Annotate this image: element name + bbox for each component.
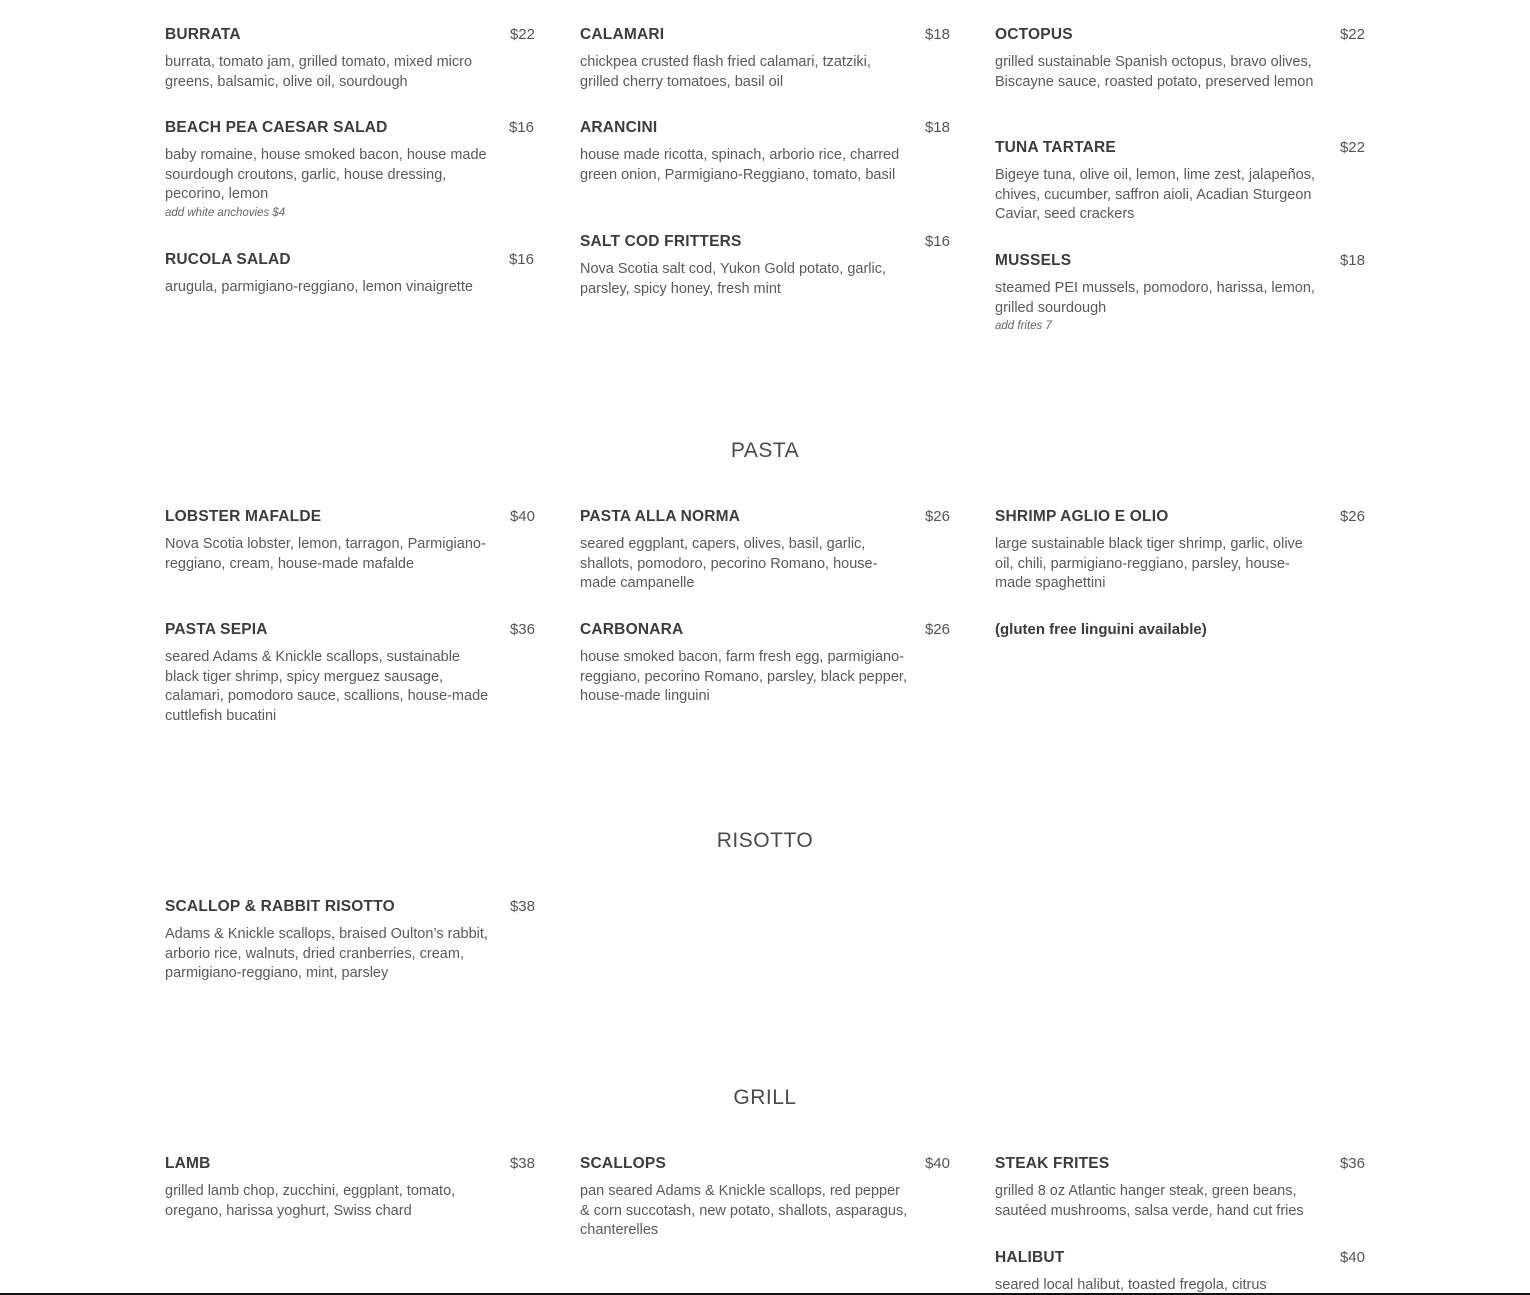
item-description: arugula, parmigiano-reggiano, lemon vinaigrette — [165, 279, 473, 295]
item-price: $40 — [1339, 1249, 1365, 1266]
menu-item — [580, 508, 950, 594]
item-name: SHRIMP AGLIO E OLIO — [995, 508, 1169, 525]
item-description: pan seared Adams & Knickle scallops, red pepper & corn succotash, new potato, shallots, asparagus, chanterelles — [580, 1183, 908, 1239]
item-description: large sustainable black tiger shrimp, garlic, olive oil, chili, parmigiano-reggiano, parsley, house-made spaghettini — [995, 536, 1303, 592]
item-name: CARBONARA — [580, 621, 684, 638]
item-price: $16 — [924, 233, 950, 250]
item-description: baby romaine, house smoked bacon, house made sourdough croutons, garlic, house dressing, pecorino, lemon — [165, 147, 487, 203]
item-price: $36 — [509, 621, 535, 638]
menu-item — [995, 508, 1365, 594]
item-name: SALT COD FRITTERS — [580, 233, 742, 250]
item-description: chickpea crusted flash fried calamari, tzatziki, grilled cherry tomatoes, basil oil — [580, 54, 871, 90]
item-name: ARANCINI — [580, 119, 658, 136]
item-description: Nova Scotia salt cod, Yukon Gold potato, garlic, parsley, spicy honey, fresh mint — [580, 261, 887, 297]
item-addon-note: add frites 7 — [995, 320, 1052, 333]
menu-item — [165, 251, 535, 298]
menu-item — [995, 252, 1365, 332]
menu-item — [580, 26, 950, 92]
item-price: $26 — [924, 621, 950, 638]
item-price: $22 — [1339, 26, 1365, 43]
item-price: $16 — [508, 119, 534, 136]
menu-item — [165, 1155, 535, 1221]
menu-item — [580, 1155, 950, 1241]
menu-item — [165, 898, 535, 984]
item-price: $38 — [509, 898, 535, 915]
item-price: $22 — [1339, 139, 1365, 156]
item-description: seared local halibut, toasted fregola, citrus — [995, 1277, 1267, 1293]
menu-item — [580, 119, 950, 185]
item-price: $18 — [924, 26, 950, 43]
item-description: Adams & Knickle scallops, braised Oulton’s rabbit, arborio rice, walnuts, dried cranberries, cream, parmigiano-reggiano, mint, parsley — [165, 926, 488, 982]
item-price: $40 — [924, 1155, 950, 1172]
item-name: BEACH PEA CAESAR SALAD — [165, 119, 388, 136]
item-price: $26 — [924, 508, 950, 525]
gluten-free-note: (gluten free linguini available) — [995, 621, 1207, 638]
item-name: PASTA ALLA NORMA — [580, 508, 741, 525]
item-name: BURRATA — [165, 26, 241, 43]
menu-item — [165, 119, 535, 219]
menu-item — [995, 1249, 1365, 1293]
item-name: OCTOPUS — [995, 26, 1073, 43]
menu-item — [995, 1155, 1365, 1221]
item-name: LAMB — [165, 1155, 211, 1172]
item-name: PASTA SEPIA — [165, 621, 268, 638]
menu-item — [995, 26, 1365, 92]
item-price: $40 — [509, 508, 535, 525]
item-name: RUCOLA SALAD — [165, 251, 291, 268]
menu-item — [165, 26, 535, 92]
menu-item — [995, 139, 1365, 225]
item-description: Bigeye tuna, olive oil, lemon, lime zest, jalapeños, chives, cucumber, saffron aioli, Acadian Sturgeon Caviar, seed crackers — [995, 167, 1315, 223]
item-name: SCALLOPS — [580, 1155, 666, 1172]
item-description: grilled sustainable Spanish octopus, bravo olives, Biscayne sauce, roasted potato, preserved lemon — [995, 54, 1314, 90]
item-addon-note: add white anchovies $4 — [165, 206, 286, 219]
menu-item — [580, 233, 950, 299]
item-description: seared eggplant, capers, olives, basil, garlic, shallots, pomodoro, pecorino Romano, house-made campanelle — [580, 536, 878, 592]
section-title: GRILL — [733, 1086, 797, 1109]
item-description: house made ricotta, spinach, arborio rice, charred green onion, Parmigiano-Reggiano, tomato, basil — [580, 147, 900, 183]
item-description: grilled lamb chop, zucchini, eggplant, tomato, oregano, harissa yoghurt, Swiss chard — [165, 1183, 456, 1219]
item-name: STEAK FRITES — [995, 1155, 1110, 1172]
item-description: seared Adams & Knickle scallops, sustainable black tiger shrimp, spicy merguez sausage, calamari, pomodoro sauce, scallions, house-made cuttlefish bucatini — [165, 649, 489, 724]
item-price: $16 — [508, 251, 534, 268]
item-name: CALAMARI — [580, 26, 665, 43]
item-price: $18 — [924, 119, 950, 136]
item-description: burrata, tomato jam, grilled tomato, mixed micro greens, balsamic, olive oil, sourdough — [165, 54, 473, 90]
item-price: $36 — [1339, 1155, 1365, 1172]
menu-item — [165, 621, 535, 726]
item-description: house smoked bacon, farm fresh egg, parmigiano-reggiano, pecorino Romano, parsley, black pepper, house-made linguini — [580, 649, 907, 705]
item-description: steamed PEI mussels, pomodoro, harissa, lemon, grilled sourdough — [995, 280, 1315, 316]
item-price: $26 — [1339, 508, 1365, 525]
section-title: RISOTTO — [716, 829, 814, 852]
menu-item — [580, 621, 950, 707]
section-title: PASTA — [730, 439, 800, 462]
item-price: $22 — [509, 26, 535, 43]
item-description: Nova Scotia lobster, lemon, tarragon, Parmigiano-reggiano, cream, house-made mafalde — [165, 536, 486, 572]
item-name: HALIBUT — [995, 1249, 1065, 1266]
menu-item — [165, 508, 535, 574]
item-name: SCALLOP & RABBIT RISOTTO — [165, 898, 395, 915]
item-price: $38 — [509, 1155, 535, 1172]
item-name: MUSSELS — [995, 252, 1072, 269]
item-price: $18 — [1339, 252, 1365, 269]
item-description: grilled 8 oz Atlantic hanger steak, green beans, sautéed mushrooms, salsa verde, hand cut fries — [995, 1183, 1304, 1219]
item-name: TUNA TARTARE — [995, 139, 1116, 156]
item-name: LOBSTER MAFALDE — [165, 508, 322, 525]
